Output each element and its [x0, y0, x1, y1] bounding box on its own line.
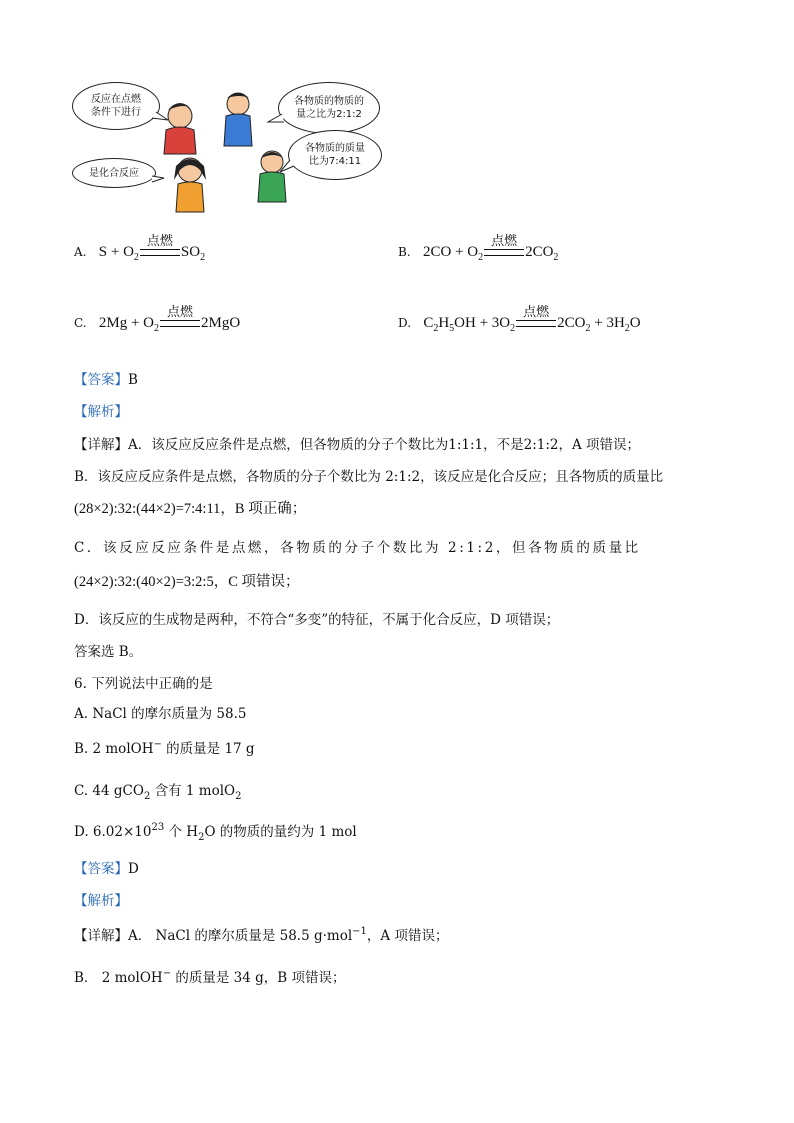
- condition-arrow: 点燃: [516, 318, 556, 327]
- speech-bubble-combination: 是化合反应: [72, 158, 156, 188]
- q5-detail-line3: (28×2):32:(44×2)=7:4:11，B 项正确；: [74, 501, 307, 517]
- condition-arrow: 点燃: [484, 247, 524, 256]
- q6-detail-line1: 【详解】A． NaCl 的摩尔质量是 58.5 g·mol$^{-1}$，A 项错误；: [74, 926, 449, 944]
- q6-detail-line2: B． 2 molOH− 的质量是 34 g，B 项错误；: [74, 968, 346, 986]
- condition-arrow: 点燃: [140, 247, 180, 256]
- speech-bubble-mole-ratio: 各物质的物质的 量之比为2:1:2: [278, 82, 380, 134]
- option-c: C. $2Mg + O_2$ 点燃 2MgO: [74, 305, 241, 334]
- q6-analysis-tag: 【解析】: [74, 893, 128, 909]
- condition-arrow: 点燃: [160, 318, 200, 327]
- q5-analysis-tag: 【解析】: [74, 404, 128, 420]
- option-a: A. $S + O_2$ 点燃 $SO_2$: [74, 234, 206, 263]
- q6-option-d: D. $6.02\times 10^{23}$ 个 $H_2O$ 的物质的量约为 1 mol: [74, 822, 357, 843]
- q5-detail-line1: 【详解】A．该反应反应条件是点燃，但各物质的分子个数比为1:1:1，不是2:1:2，A 项错误；: [74, 437, 641, 453]
- option-b: B. $2CO + O_2$ 点燃 $2CO_2$: [398, 234, 559, 263]
- q6-option-b: B. 2 molOH− 的质量是 17 g: [74, 739, 255, 757]
- speech-bubble-mass-ratio: 各物质的质量 比为7:4:11: [288, 130, 382, 180]
- illustration: [68, 78, 388, 218]
- q6-answer: 【答案】D: [74, 861, 139, 877]
- q6-stem: 6. 下列说法中正确的是: [74, 676, 213, 692]
- option-d: D. $C_2H_5OH + 3O_2$ 点燃 $2CO_2 + 3H_2O$: [398, 305, 641, 334]
- q5-detail-line2: B．该反应反应条件是点燃，各物质的分子个数比为 2:1:2，该反应是化合反应；且各物质的质量比: [74, 469, 664, 485]
- q5-detail-line7: 答案选 B。: [74, 644, 143, 660]
- q5-detail-line5: (24×2):32:(40×2)=3:2:5，C 项错误；: [74, 574, 300, 590]
- q5-detail-line4: C．该反应反应条件是点燃，各物质的分子个数比为 2:1:2，但各物质的质量比: [74, 540, 641, 556]
- cartoon-students-icon: [68, 78, 388, 218]
- q6-option-c: C. 44 gCO$_2$ 含有 1 molO$_2$: [74, 783, 242, 802]
- q5-detail-line6: D．该反应的生成物是两种，不符合“多变”的特征，不属于化合反应，D 项错误；: [74, 612, 560, 628]
- speech-bubble-conditions: 反应在点燃 条件下进行: [72, 82, 160, 130]
- q5-answer: 【答案】B: [74, 372, 138, 388]
- q6-option-a: A. NaCl 的摩尔质量为 58.5: [74, 706, 247, 722]
